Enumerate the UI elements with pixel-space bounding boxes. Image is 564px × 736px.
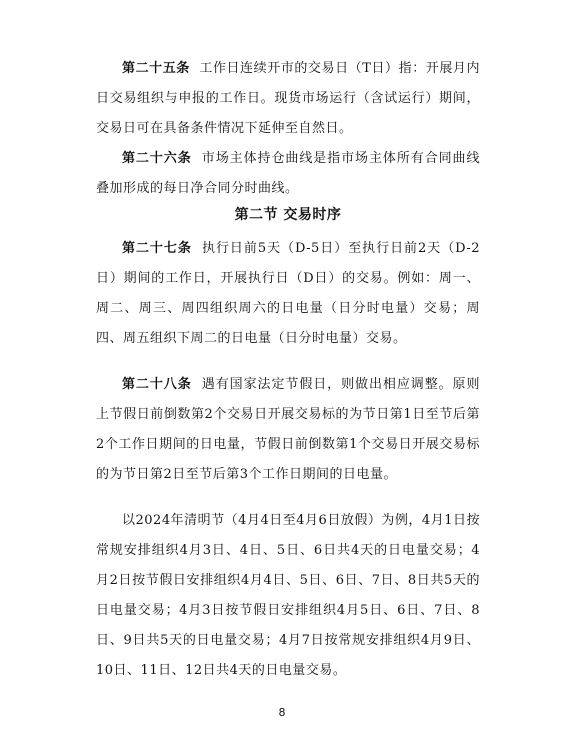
page-number: 8 (278, 706, 286, 719)
article-28-text: 遇有国家法定节假日，则做出相应调整。原则上节假日前倒数第2个交易日开展交易标的为节日第1日至节后第2个工作日期间的日电量，节假日前倒数第1个交易日开展交易标的为节日第2日至节后第3个工作日期间的日电量。 (96, 377, 480, 482)
section-heading: 第二节 交易时序 (234, 207, 342, 223)
article-27-text: 执行日前5天（D-5日）至执行日前2天（D-2日）期间的工作日，开展执行日（D日）的交易。例如：周一、周二、周三、周四组织周六的日电量（日分时电量）交易；周四、周五组织下周二的日电量（日分时电量）交易。 (96, 241, 480, 346)
article-26-text: 市场主体持仓曲线是指市场主体所有合同曲线叠加形成的每日净合同分时曲线。 (96, 151, 480, 196)
article-25-title: 第二十五条 (122, 61, 190, 76)
article-28-title: 第二十八条 (122, 377, 192, 392)
article-25-paragraph (96, 54, 480, 144)
example-paragraph: 以2024年清明节（4月4日至4月6日放假）为例，4月1日按常规安排组织4月3日、4日、5日、6日共4天的日电量交易；4月2日按节假日安排组织4月4日、5日、6日、7日、8日共5天的日电量交易；4月3日按节假日安排组织4月5日、6日、7日、8日、9日共5天的日电量交易；4月7日按常规安排组织4月9日、10日、11日、12日共4天的日电量交易。 (96, 513, 480, 678)
article-25-text: 工作日连续开市的交易日（T日）指：开展月内日交易组织与申报的工作日。现货市场运行（含试运行）期间，交易日可在具备条件情况下延伸至自然日。 (96, 61, 480, 136)
article-26-title: 第二十六条 (122, 151, 192, 166)
article-26-paragraph (96, 144, 480, 204)
article-27-title: 第二十七条 (122, 241, 192, 256)
article-28-paragraph (96, 370, 480, 490)
article-27-paragraph (96, 234, 480, 354)
